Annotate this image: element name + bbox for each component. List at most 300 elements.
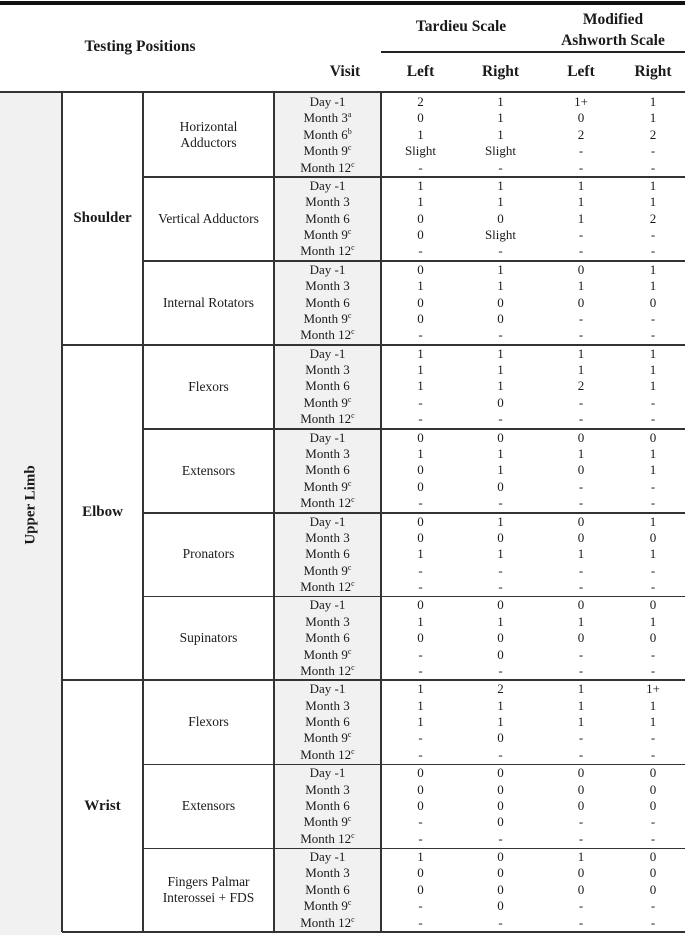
- ashworth-left-cell: -: [578, 830, 584, 846]
- table-row: [274, 782, 685, 798]
- footnote-marker: c: [347, 814, 352, 824]
- tardieu-left-cell: 0: [417, 294, 424, 310]
- tardieu-left-cell: 1: [417, 378, 424, 394]
- table-row: [274, 579, 685, 595]
- visit-cell: Day -1: [309, 513, 346, 529]
- footnote-marker: b: [347, 126, 352, 136]
- joint-label: Shoulder: [73, 210, 132, 227]
- visit-cell: Month 3: [305, 194, 350, 210]
- tardieu-left-cell: 0: [417, 865, 424, 881]
- ashworth-left-cell: 1: [577, 445, 585, 461]
- table-row: [274, 563, 685, 579]
- tardieu-right-cell: -: [498, 243, 503, 259]
- tardieu-left-cell: -: [418, 914, 423, 930]
- ashworth-left-cell: 0: [577, 513, 585, 529]
- ashworth-right-cell: 1: [649, 94, 657, 109]
- muscle-group-label: [143, 764, 274, 848]
- ashworth-right-cell: -: [650, 495, 656, 511]
- muscle-group-text: [180, 119, 238, 151]
- visit-cell: Month 9$^c$: [303, 898, 352, 914]
- ashworth-left-cell: -: [578, 898, 584, 914]
- table-row: [274, 514, 685, 530]
- tardieu-right-cell: 1: [497, 94, 504, 109]
- limb-label: Upper Limb: [22, 465, 39, 545]
- ashworth-left-cell: 1: [577, 194, 585, 210]
- table-row: [274, 262, 685, 278]
- table-top-rule: [0, 1, 685, 5]
- visit-cell: Month 3: [305, 445, 350, 461]
- muscle-group-label: [143, 429, 274, 513]
- footnote-marker: c: [351, 243, 355, 253]
- tardieu-right-cell: -: [498, 746, 503, 762]
- footnote-marker: c: [347, 227, 352, 237]
- visit-group: [274, 681, 685, 763]
- footnote-marker: c: [351, 746, 355, 756]
- ashworth-left-cell: -: [578, 478, 584, 494]
- muscle-line: Vertical Adductors: [158, 210, 259, 226]
- tardieu-right-cell: 0: [497, 898, 504, 914]
- ashworth-right-cell: 0: [649, 865, 657, 881]
- visit-cell: Month 3$^a$: [303, 110, 352, 126]
- tardieu-right-cell: -: [498, 495, 503, 511]
- visit-cell: Month 12$^c$: [300, 411, 355, 427]
- table-row: [274, 430, 685, 446]
- tardieu-left-cell: -: [418, 562, 423, 578]
- ashworth-left-cell: 0: [577, 294, 585, 310]
- tardieu-left-cell: 0: [417, 429, 424, 445]
- column-divider: [142, 93, 144, 932]
- tardieu-right-cell: 0: [497, 310, 504, 326]
- ashworth-left-cell: 0: [577, 462, 585, 478]
- tardieu-left-cell: 1: [417, 177, 424, 193]
- tardieu-left-cell: 1: [417, 697, 424, 713]
- visit-cell: Day -1: [309, 261, 346, 277]
- visit-group: [274, 430, 685, 512]
- ashworth-right-cell: -: [650, 159, 656, 175]
- visit-cell: Day -1: [309, 429, 346, 445]
- ashworth-right-cell: -: [650, 411, 656, 427]
- visit-group: [274, 597, 685, 679]
- ashworth-left-cell: 1: [577, 613, 585, 629]
- tardieu-right-cell: -: [498, 411, 503, 427]
- table-row: [274, 143, 685, 159]
- footnote-marker: c: [347, 562, 352, 572]
- ashworth-right-cell: 1: [649, 546, 657, 562]
- tardieu-right-cell: -: [498, 562, 503, 578]
- visit-cell: Month 6: [305, 210, 350, 226]
- ashworth-left-cell: -: [578, 159, 584, 175]
- table-row: [274, 327, 685, 343]
- ashworth-right-cell: 0: [649, 765, 657, 781]
- ashworth-left-cell: 1: [577, 177, 585, 193]
- header-ashworth-line1: Modified: [582, 11, 644, 28]
- ashworth-right-cell: -: [650, 730, 656, 746]
- tardieu-right-cell: 1: [497, 445, 504, 461]
- visit-group: [274, 346, 685, 428]
- table-row: [274, 479, 685, 495]
- table-row: [274, 898, 685, 914]
- footnote-marker: c: [351, 327, 355, 337]
- visit-cell: Month 3: [305, 613, 350, 629]
- muscle-group-label: [143, 513, 274, 597]
- ashworth-left-cell: 1: [577, 849, 585, 865]
- tardieu-left-cell: 1: [417, 613, 424, 629]
- tardieu-left-cell: -: [418, 662, 423, 678]
- tardieu-right-cell: -: [498, 159, 503, 175]
- ashworth-right-cell: -: [650, 579, 656, 595]
- ashworth-left-cell: -: [578, 746, 584, 762]
- visit-cell: Month 9$^c$: [303, 562, 352, 578]
- visit-cell: Month 3: [305, 529, 350, 545]
- tardieu-right-cell: 0: [497, 865, 504, 881]
- tardieu-right-cell: -: [498, 914, 503, 930]
- ashworth-left-cell: 0: [577, 597, 585, 613]
- tardieu-left-cell: -: [418, 159, 423, 175]
- tardieu-left-cell: -: [418, 394, 423, 410]
- visit-cell: Month 9$^c$: [303, 646, 352, 662]
- ashworth-right-cell: -: [650, 898, 656, 914]
- ashworth-right-cell: 0: [649, 849, 657, 865]
- table-row: [274, 798, 685, 814]
- visit-cell: Month 12$^c$: [300, 830, 355, 846]
- visit-cell: Month 6$^b$: [303, 126, 352, 142]
- tardieu-right-cell: 0: [497, 630, 504, 646]
- ashworth-right-cell: 1: [649, 362, 657, 378]
- muscle-group-label: [143, 93, 274, 177]
- tardieu-left-cell: -: [418, 814, 423, 830]
- muscle-group-text: [188, 714, 229, 730]
- tardieu-left-cell: 1: [417, 546, 424, 562]
- ashworth-right-cell: 1: [649, 345, 657, 361]
- ashworth-right-cell: -: [650, 310, 656, 326]
- visit-cell: Month 9$^c$: [303, 310, 352, 326]
- ashworth-left-cell: 0: [577, 797, 585, 813]
- header-visit-label: Visit: [329, 63, 361, 80]
- table-row: [274, 546, 685, 562]
- table-row: [274, 647, 685, 663]
- table-bottom-rule: [62, 931, 685, 933]
- ashworth-left-cell: -: [578, 411, 584, 427]
- ashworth-left-cell: 1: [577, 546, 585, 562]
- ashworth-right-cell: 1: [649, 278, 657, 294]
- tardieu-right-cell: 0: [497, 394, 504, 410]
- ashworth-left-cell: 0: [577, 630, 585, 646]
- table-row: [274, 311, 685, 327]
- tardieu-right-cell: 1: [497, 613, 504, 629]
- footnote-marker: c: [347, 394, 352, 404]
- visit-group: [274, 514, 685, 596]
- tardieu-right-cell: 1: [497, 110, 504, 126]
- tardieu-left-cell: 0: [417, 227, 424, 243]
- tardieu-left-cell: 1: [417, 362, 424, 378]
- tardieu-right-cell: 0: [497, 814, 504, 830]
- ashworth-left-cell: -: [578, 730, 584, 746]
- footnote-marker: c: [347, 310, 352, 320]
- tardieu-left-cell: 0: [417, 881, 424, 897]
- ashworth-left-cell: 0: [577, 429, 585, 445]
- header-tardieu-right: Right: [481, 63, 520, 80]
- muscle-line: Extensors: [181, 798, 236, 814]
- visit-cell: Month 12$^c$: [300, 243, 355, 259]
- tardieu-left-cell: 0: [417, 462, 424, 478]
- table-row: [274, 346, 685, 362]
- muscle-line: Fingers Palmar: [167, 874, 250, 890]
- joint-divider: [62, 679, 685, 681]
- tardieu-right-cell: Slight: [484, 143, 517, 159]
- visit-cell: Month 6: [305, 630, 350, 646]
- tardieu-right-cell: 1: [497, 126, 504, 142]
- ashworth-right-cell: -: [650, 662, 656, 678]
- tardieu-left-cell: -: [418, 411, 423, 427]
- ashworth-right-cell: 1: [649, 613, 657, 629]
- table-row: [274, 681, 685, 697]
- muscle-group-text: [163, 874, 255, 906]
- ashworth-right-cell: -: [650, 227, 656, 243]
- visit-cell: Day -1: [309, 177, 346, 193]
- ashworth-right-cell: 1: [649, 194, 657, 210]
- table-row: [274, 849, 685, 865]
- header-ashworth-line2: Ashworth Scale: [561, 32, 665, 49]
- tardieu-left-cell: 0: [417, 781, 424, 797]
- tardieu-left-cell: 2: [417, 94, 424, 109]
- visit-cell: Month 3: [305, 278, 350, 294]
- tardieu-right-cell: 0: [497, 478, 504, 494]
- table-row: [274, 698, 685, 714]
- ashworth-left-cell: -: [578, 310, 584, 326]
- visit-cell: Day -1: [309, 597, 346, 613]
- footnote-marker: c: [347, 143, 352, 153]
- tardieu-right-cell: 0: [497, 646, 504, 662]
- table-row: [274, 462, 685, 478]
- table-row: [274, 614, 685, 630]
- visit-cell: Month 12$^c$: [300, 662, 355, 678]
- table-row: [274, 865, 685, 881]
- ashworth-right-cell: 1: [649, 513, 657, 529]
- tardieu-right-cell: 0: [497, 429, 504, 445]
- table-row: [274, 194, 685, 210]
- visit-cell: Month 6: [305, 797, 350, 813]
- ashworth-left-cell: 0: [577, 261, 585, 277]
- table-row: [274, 160, 685, 176]
- muscle-group-label: [143, 596, 274, 680]
- visit-cell: Day -1: [309, 345, 346, 361]
- header-ashworth-left: Left: [567, 63, 595, 80]
- tardieu-right-cell: 1: [497, 194, 504, 210]
- table-row: [274, 714, 685, 730]
- tardieu-left-cell: 0: [417, 478, 424, 494]
- tardieu-left-cell: 1: [417, 194, 424, 210]
- ashworth-left-cell: 1: [577, 362, 585, 378]
- muscle-line: Internal Rotators: [162, 294, 255, 310]
- tardieu-right-cell: -: [498, 579, 503, 595]
- ashworth-left-cell: -: [578, 243, 584, 259]
- ashworth-right-cell: 0: [649, 294, 657, 310]
- footnote-marker: c: [351, 495, 355, 505]
- muscle-group-label: [143, 680, 274, 764]
- table-row: [274, 730, 685, 746]
- ashworth-right-cell: 1: [649, 378, 657, 394]
- visit-cell: Month 6: [305, 378, 350, 394]
- tardieu-right-cell: 1: [497, 378, 504, 394]
- tardieu-right-cell: 0: [497, 765, 504, 781]
- visit-cell: Month 12$^c$: [300, 159, 355, 175]
- muscle-group-label: [143, 848, 274, 932]
- visit-cell: Month 12$^c$: [300, 579, 355, 595]
- tardieu-left-cell: -: [418, 495, 423, 511]
- ashworth-right-cell: 0: [649, 881, 657, 897]
- muscle-line: Horizontal: [179, 118, 238, 134]
- ashworth-left-cell: 1: [577, 697, 585, 713]
- ashworth-left-cell: 1: [577, 714, 585, 730]
- muscle-group-text: [182, 463, 235, 479]
- footnote-marker: c: [351, 830, 355, 840]
- table-row: [274, 747, 685, 763]
- ashworth-left-cell: -: [578, 914, 584, 930]
- table-row: [274, 378, 685, 394]
- header-tardieu-scale: Tardieu Scale: [415, 18, 507, 35]
- footnote-marker: a: [347, 110, 352, 120]
- ashworth-right-cell: 1: [649, 261, 657, 277]
- tardieu-right-cell: 1: [497, 362, 504, 378]
- ashworth-left-cell: -: [578, 579, 584, 595]
- tardieu-right-cell: 0: [497, 849, 504, 865]
- joint-label: Wrist: [84, 797, 121, 814]
- ashworth-right-cell: -: [650, 143, 656, 159]
- tardieu-left-cell: 0: [417, 261, 424, 277]
- tardieu-left-cell: -: [418, 646, 423, 662]
- visit-group: [274, 94, 685, 176]
- tardieu-left-cell: 0: [417, 630, 424, 646]
- tardieu-left-cell: 0: [417, 597, 424, 613]
- header-testing-positions: Testing Positions: [84, 38, 196, 55]
- tardieu-right-cell: 0: [497, 294, 504, 310]
- muscle-group-label: [143, 261, 274, 345]
- footnote-marker: c: [351, 159, 355, 169]
- ashworth-left-cell: 0: [577, 529, 585, 545]
- muscle-group-text: [188, 379, 229, 395]
- ashworth-left-cell: 0: [577, 781, 585, 797]
- ashworth-left-cell: -: [578, 327, 584, 343]
- ashworth-left-cell: 0: [577, 765, 585, 781]
- table-row: [274, 227, 685, 243]
- muscle-group-text: [182, 798, 235, 814]
- muscle-line: Interossei + FDS: [162, 890, 255, 906]
- ashworth-left-cell: 0: [577, 881, 585, 897]
- visit-cell: Month 6: [305, 714, 350, 730]
- visit-cell: Month 6: [305, 546, 350, 562]
- muscle-group-text: [183, 546, 235, 562]
- visit-cell: Month 6: [305, 294, 350, 310]
- muscle-line: Pronators: [182, 546, 235, 562]
- ashworth-left-cell: -: [578, 394, 584, 410]
- visit-cell: Day -1: [309, 849, 346, 865]
- tardieu-left-cell: -: [418, 243, 423, 259]
- visit-cell: Day -1: [309, 681, 346, 697]
- ashworth-right-cell: 1: [649, 697, 657, 713]
- table-row: [274, 530, 685, 546]
- tardieu-right-cell: 1: [497, 513, 504, 529]
- ashworth-right-cell: 0: [649, 781, 657, 797]
- ashworth-right-cell: -: [650, 830, 656, 846]
- joint-label: Elbow: [82, 503, 123, 520]
- ashworth-right-cell: 1: [649, 462, 657, 478]
- ashworth-right-cell: -: [650, 562, 656, 578]
- table-row: [274, 882, 685, 898]
- tardieu-right-cell: 0: [497, 797, 504, 813]
- tardieu-left-cell: 1: [417, 126, 424, 142]
- table-row: [274, 814, 685, 830]
- header-visit: [274, 63, 381, 81]
- table-row: [274, 831, 685, 847]
- tardieu-left-cell: 0: [417, 110, 424, 126]
- ashworth-right-cell: 0: [649, 429, 657, 445]
- ashworth-right-cell: -: [650, 478, 656, 494]
- ashworth-left-cell: 1: [577, 681, 585, 697]
- column-divider: [61, 93, 63, 932]
- header-span-rule: [381, 51, 685, 53]
- table-row: [274, 178, 685, 194]
- ashworth-left-cell: -: [578, 662, 584, 678]
- visit-cell: Month 6: [305, 881, 350, 897]
- ashworth-left-cell: 0: [577, 110, 585, 126]
- table-row: [274, 915, 685, 931]
- ashworth-right-cell: -: [650, 394, 656, 410]
- visit-cell: Month 12$^c$: [300, 746, 355, 762]
- visit-cell: Month 6: [305, 462, 350, 478]
- ashworth-left-cell: 1+: [574, 94, 588, 109]
- tardieu-left-cell: 1: [417, 714, 424, 730]
- tardieu-left-cell: 1: [417, 681, 424, 697]
- footnote-marker: c: [351, 914, 355, 924]
- tardieu-left-cell: -: [418, 830, 423, 846]
- ashworth-left-cell: 2: [577, 126, 585, 142]
- ashworth-right-cell: 0: [649, 797, 657, 813]
- header-tardieu-left: Left: [406, 63, 435, 80]
- muscle-group-label: [143, 345, 274, 429]
- tardieu-right-cell: 0: [497, 529, 504, 545]
- ashworth-right-cell: -: [650, 646, 656, 662]
- muscle-line: Adductors: [180, 134, 237, 150]
- tardieu-left-cell: 1: [417, 849, 424, 865]
- footnote-marker: c: [347, 730, 352, 740]
- visit-cell: Day -1: [309, 94, 346, 109]
- tardieu-right-cell: 1: [497, 462, 504, 478]
- tardieu-right-cell: 1: [497, 697, 504, 713]
- tardieu-right-cell: 0: [497, 881, 504, 897]
- table-row: [274, 110, 685, 126]
- ashworth-left-cell: -: [578, 227, 584, 243]
- table-row: [274, 630, 685, 646]
- tardieu-right-cell: 1: [497, 177, 504, 193]
- visit-cell: Month 9$^c$: [303, 227, 352, 243]
- muscle-group-label: [143, 177, 274, 261]
- visit-cell: Month 12$^c$: [300, 495, 355, 511]
- tardieu-right-cell: -: [498, 327, 503, 343]
- tardieu-left-cell: -: [418, 327, 423, 343]
- ashworth-right-cell: 0: [649, 529, 657, 545]
- ashworth-left-cell: 0: [577, 865, 585, 881]
- tardieu-left-cell: 0: [417, 529, 424, 545]
- table-row: [274, 663, 685, 679]
- visit-cell: Month 9$^c$: [303, 478, 352, 494]
- tardieu-right-cell: 0: [497, 210, 504, 226]
- muscle-line: Flexors: [188, 714, 229, 730]
- tardieu-left-cell: 0: [417, 513, 424, 529]
- ashworth-left-cell: -: [578, 814, 584, 830]
- tardieu-right-cell: 1: [497, 278, 504, 294]
- ashworth-right-cell: 2: [649, 210, 657, 226]
- muscle-group-text: [163, 295, 254, 311]
